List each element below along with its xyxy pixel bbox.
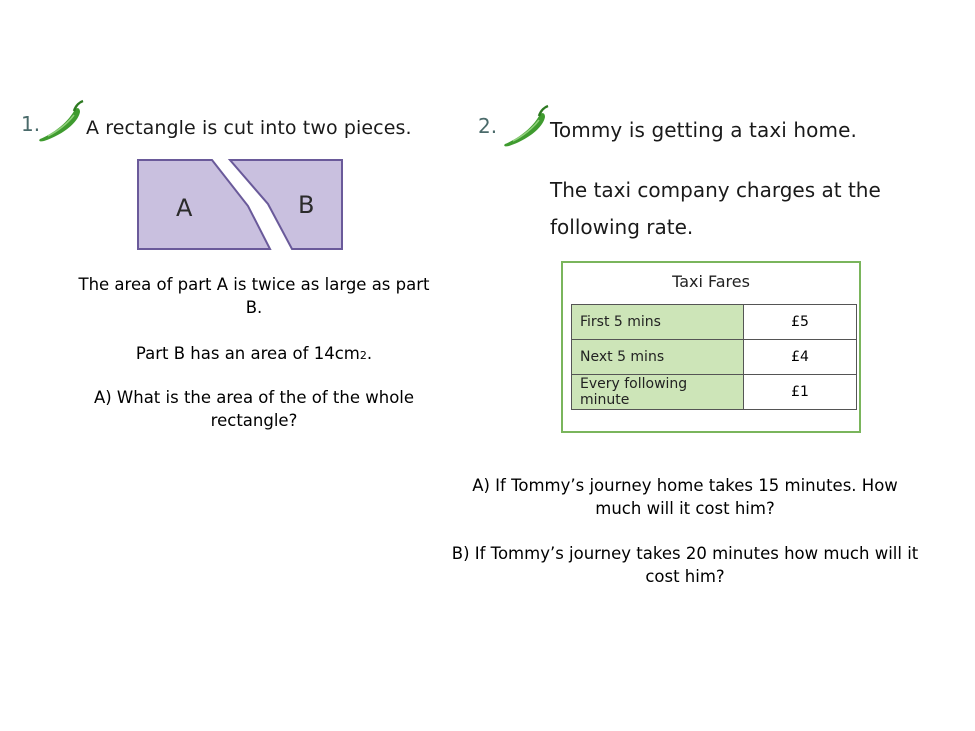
question-2-part-b: B) If Tommy’s journey takes 20 minutes how much will it cost him? (451, 544, 919, 586)
fare-price: £4 (744, 340, 857, 375)
part-b-label: B (298, 191, 315, 219)
question-2-intro (550, 172, 881, 246)
cut-rectangle-diagram (136, 158, 344, 251)
fare-price: £5 (744, 305, 857, 340)
superscript-2: 2 (359, 349, 367, 362)
question-1-part-a: A) What is the area of the of the whole rectangle? (93, 388, 415, 430)
chili-pepper-icon (36, 99, 86, 143)
question-1-paragraph-2: Part B has an area of 14cm2. (135, 344, 373, 363)
intro-line-2: following rate. (550, 215, 694, 239)
fare-label: Every following minute (572, 375, 744, 410)
taxi-fares-title: Taxi Fares (672, 272, 750, 291)
fare-label: First 5 mins (572, 305, 744, 340)
part-b-area-text: Part B has an area of 14cm (135, 344, 360, 363)
fare-label: Next 5 mins (572, 340, 744, 375)
question-2-heading: Tommy is getting a taxi home. (550, 118, 857, 142)
intro-line-1: The taxi company charges at the (550, 178, 881, 202)
table-row (572, 340, 857, 375)
question-1-number: 1. (21, 112, 41, 136)
question-2-number: 2. (478, 114, 498, 138)
question-1-paragraph-1: The area of part A is twice as large as part B. (78, 275, 430, 317)
table-row (572, 375, 857, 410)
table-row (572, 305, 857, 340)
taxi-fares-panel (561, 261, 861, 433)
taxi-fares-table (571, 304, 857, 410)
fare-price: £1 (744, 375, 857, 410)
question-1-heading: A rectangle is cut into two pieces. (86, 117, 412, 139)
question-2-part-a: A) If Tommy’s journey home takes 15 minutes. How much will it cost him? (472, 476, 898, 518)
part-a-label: A (176, 194, 193, 222)
chili-pepper-icon (501, 104, 551, 148)
